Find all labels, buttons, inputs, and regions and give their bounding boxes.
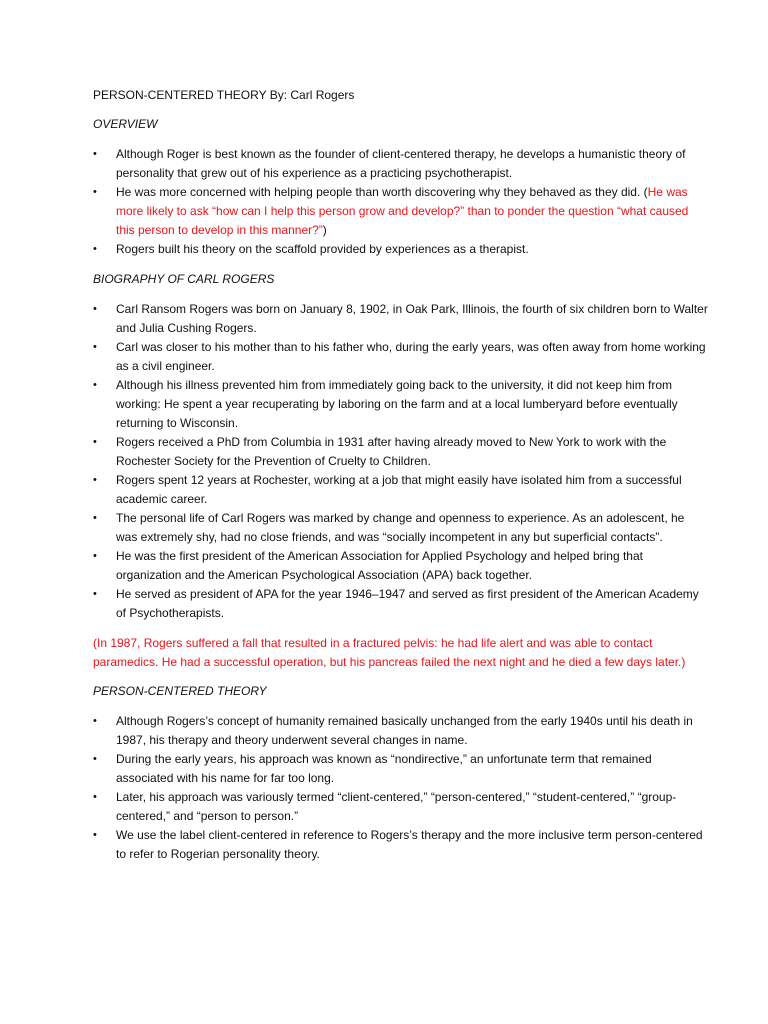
item-text: He served as president of APA for the year 1946–1947 and served as first president of the American Academy of Psychotherapists.	[116, 587, 699, 620]
item-text: )	[322, 223, 327, 237]
bullet-icon: •	[93, 148, 97, 160]
list-item	[93, 145, 708, 183]
bullet-icon: •	[93, 588, 97, 600]
section-heading: BIOGRAPHY OF CARL ROGERS	[93, 272, 275, 286]
item-text: He was the first president of the American Association for Applied Psychology and helped bring that organization and the American Psychological Association (APA) back together.	[116, 549, 643, 582]
bullet-icon: •	[93, 829, 97, 841]
document-title: PERSON-CENTERED THEORY By: Carl Rogers	[93, 88, 355, 102]
section-heading: OVERVIEW	[93, 117, 158, 131]
item-text: We use the label client-centered in reference to Rogers’s therapy and the more inclusive term person-centered to refer to Rogerian personality theory.	[116, 828, 703, 861]
bullet-icon: •	[93, 753, 97, 765]
bullet-icon: •	[93, 512, 97, 524]
list-item	[93, 300, 708, 338]
list-item	[93, 376, 708, 433]
item-text: Rogers spent 12 years at Rochester, working at a job that might easily have isolated him from a successful academic career.	[116, 473, 682, 506]
bullet-list	[93, 300, 708, 623]
list-item	[93, 509, 708, 547]
bullet-list	[93, 145, 708, 259]
item-text: Carl Ransom Rogers was born on January 8, 1902, in Oak Park, Illinois, the fourth of six children born to Walter and Julia Cushing Rogers.	[116, 302, 708, 335]
list-item	[93, 788, 708, 826]
item-text: The personal life of Carl Rogers was marked by change and openness to experience. As an adolescent, he was extremely shy, had no close friends, and was “socially incompetent in any but superficial contacts”.	[116, 511, 685, 544]
bullet-icon: •	[93, 715, 97, 727]
item-text: Later, his approach was variously termed “client-centered,” “person-centered,” “student-centered,” “group-centered,” and “person to person.”	[116, 790, 677, 823]
list-item	[93, 433, 708, 471]
list-item	[93, 585, 708, 623]
bullet-icon: •	[93, 243, 97, 255]
bullet-icon: •	[93, 550, 97, 562]
section-heading: PERSON-CENTERED THEORY	[93, 684, 267, 698]
highlighted-text: He was more likely to ask “how can I help this person grow and develop?” than to ponder the question “what caused this person to develop in this manner?”	[116, 185, 689, 237]
bullet-icon: •	[93, 436, 97, 448]
bullet-icon: •	[93, 341, 97, 353]
list-item	[93, 338, 708, 376]
list-item	[93, 826, 708, 864]
item-text: Although Roger is best known as the founder of client-centered therapy, he develops a humanistic theory of personality that grew out of his experience as a practicing psychotherapist.	[116, 147, 686, 180]
item-text: Rogers built his theory on the scaffold provided by experiences as a therapist.	[116, 242, 529, 256]
list-item	[93, 750, 708, 788]
highlighted-note: (In 1987, Rogers suffered a fall that resulted in a fractured pelvis: he had life alert and was able to contact paramedics. He had a successful operation, but his pancreas failed the next night and he died a few days later.)	[93, 636, 686, 669]
item-text: Although Rogers’s concept of humanity remained basically unchanged from the early 1940s until his death in 1987, his therapy and theory underwent several changes in name.	[116, 714, 693, 747]
list-item	[93, 240, 708, 259]
bullet-list	[93, 712, 708, 864]
bullet-icon: •	[93, 303, 97, 315]
list-item	[93, 183, 708, 240]
list-item	[93, 712, 708, 750]
bullet-icon: •	[93, 186, 97, 198]
bullet-icon: •	[93, 379, 97, 391]
list-item	[93, 547, 708, 585]
item-text: During the early years, his approach was known as “nondirective,” an unfortunate term that remained associated with his name for far too long.	[116, 752, 652, 785]
list-item	[93, 471, 708, 509]
item-text: Although his illness prevented him from immediately going back to the university, it did not keep him from working: He spent a year recuperating by laboring on the farm and at a local lumberyard before eventually returning to Wisconsin.	[116, 378, 678, 430]
bullet-icon: •	[93, 791, 97, 803]
item-text: Carl was closer to his mother than to his father who, during the early years, was often away from home working as a civil engineer.	[116, 340, 706, 373]
bullet-icon: •	[93, 474, 97, 486]
item-text: Rogers received a PhD from Columbia in 1931 after having already moved to New York to work with the Rochester Society for the Prevention of Cruelty to Children.	[116, 435, 667, 468]
document-body	[93, 115, 708, 864]
item-text: He was more concerned with helping people than worth discovering why they behaved as they did. (	[116, 185, 648, 199]
